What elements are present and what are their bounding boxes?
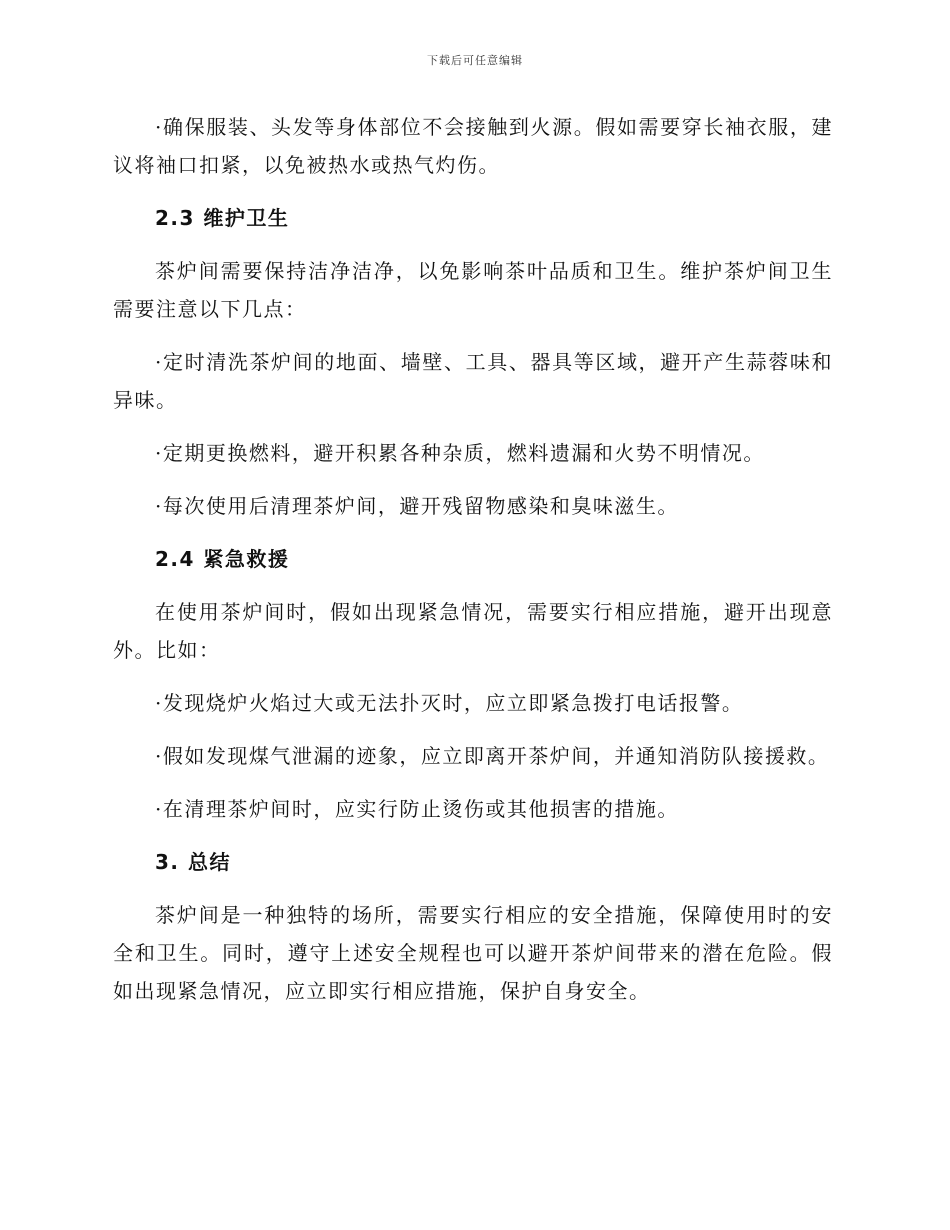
section-heading-2-3: 2.3 维护卫生: [155, 206, 290, 230]
page-header: 下载后可任意编辑: [427, 54, 523, 67]
paragraph-hygiene-intro: 茶炉间需要保持洁净洁净，以免影响茶叶品质和卫生。维护茶炉间卫生需要注意以下几点：: [113, 259, 833, 321]
bullet-fire-alarm: ·发现烧炉火焰过大或无法扑灭时，应立即紧急拨打电话报警。: [155, 691, 744, 715]
document-body: [113, 108, 833, 1025]
bullet-clothing-safety: ·确保服装、头发等身体部位不会接触到火源。假如需要穿长袖衣服，建议将袖口扣紧，以免被热水或热气灼伤。: [113, 115, 833, 177]
bullet-clean-floor: ·定时清洗茶炉间的地面、墙壁、工具、器具等区域，避开产生蒜蓉味和异味。: [113, 350, 833, 412]
paragraph-emergency-intro: 在使用茶炉间时，假如出现紧急情况，需要实行相应措施，避开出现意外。比如：: [113, 600, 833, 662]
bullet-burn-prevention: ·在清理茶炉间时，应实行防止烫伤或其他损害的措施。: [155, 797, 679, 821]
paragraph-summary: 茶炉间是一种独特的场所，需要实行相应的安全措施，保障使用时的安全和卫生。同时，遵守上述安全规程也可以避开茶炉间带来的潜在危险。假如出现紧急情况，应立即实行相应措施，保护自身安全。: [113, 903, 833, 1003]
bullet-gas-leak: ·假如发现煤气泄漏的迹象，应立即离开茶炉间，并通知消防队接援救。: [155, 744, 830, 768]
bullet-clean-after-use: ·每次使用后清理茶炉间，避开残留物感染和臭味滋生。: [155, 494, 679, 518]
section-heading-3: 3. 总结: [155, 850, 231, 874]
bullet-replace-fuel: ·定期更换燃料，避开积累各种杂质，燃料遗漏和火势不明情况。: [155, 441, 765, 465]
section-heading-2-4: 2.4 紧急救援: [155, 547, 290, 571]
